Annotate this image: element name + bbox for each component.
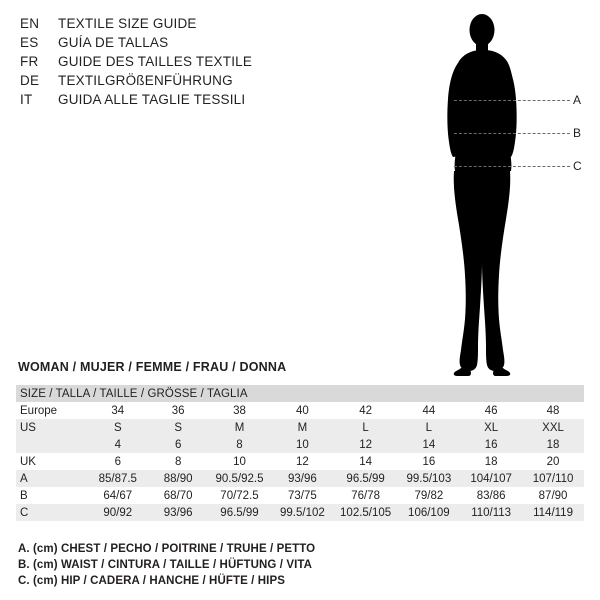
cell: 83/86 [476,489,506,502]
cell: 34 [111,404,125,417]
language-code: EN [20,16,40,31]
cell: 6 [114,455,121,468]
cell: 8 [174,455,182,468]
cell: 14 [359,455,373,468]
cell: M [297,421,308,434]
cell: 6 [174,438,182,451]
cell: 38 [233,404,246,417]
measure-label-b: B [573,126,582,140]
cell: 44 [422,404,436,417]
row-label: UK [20,455,36,468]
cell: 96.5/99 [346,472,385,485]
cell: 79/82 [414,489,444,502]
size-table [16,385,584,521]
measure-label-c: C [573,159,582,173]
cell: 90/92 [103,506,133,519]
cell: 36 [171,404,185,417]
female-silhouette-icon [430,8,590,378]
cell: 104/107 [470,472,512,485]
language-code: FR [20,54,39,69]
cell: 106/109 [408,506,450,519]
section-title: WOMAN / MUJER / FEMME / FRAU / DONNA [18,360,287,374]
cell: 102.5/105 [340,506,392,519]
table-row [16,453,584,470]
cell: 88/90 [163,472,193,485]
language-row [20,35,440,54]
legend-item-b: B. (cm) WAIST / CINTURA / TAILLE / HÜFTUNG / VITA [18,559,313,571]
cell: 18 [546,438,560,451]
language-row [20,92,440,111]
cell: 16 [484,438,498,451]
language-row [20,73,440,92]
row-label: A [20,472,28,485]
measure-line-a [454,100,570,101]
table-row [16,504,584,521]
cell: 85/87.5 [98,472,137,485]
cell: 12 [295,455,309,468]
language-title: GUIDE DES TAILLES TEXTILE [58,54,253,69]
cell: 12 [359,438,373,451]
row-label: US [20,421,36,434]
language-title: GUIDA ALLE TAGLIE TESSILI [58,92,246,107]
cell: 40 [295,404,309,417]
cell: L [425,421,433,434]
body-figure [430,8,590,378]
measure-line-c [454,166,570,167]
row-label: C [20,506,29,519]
cell: 4 [114,438,121,451]
cell: 70/72.5 [220,489,259,502]
table-row [16,419,584,436]
cell: 68/70 [163,489,193,502]
cell: 90.5/92.5 [215,472,264,485]
table-header-row [16,385,584,402]
language-row [20,16,440,35]
cell: 46 [484,404,498,417]
cell: 42 [359,404,373,417]
cell: 87/90 [538,489,568,502]
measure-line-b [454,133,570,134]
cell: 18 [484,455,498,468]
cell: 48 [546,404,560,417]
language-code: DE [20,73,40,88]
cell: 114/119 [533,506,573,519]
cell: 93/96 [163,506,193,519]
cell: S [174,421,182,434]
legend-item-c: C. (cm) HIP / CADERA / HANCHE / HÜFTE / HIPS [18,575,286,587]
row-label: Europe [20,404,58,417]
table-header-label: SIZE / TALLA / TAILLE / GRÖSSE / TAGLIA [20,387,248,400]
legend-item-a: A. (cm) CHEST / PECHO / POITRINE / TRUHE / PETTO [18,543,316,555]
cell: M [234,421,245,434]
language-code: IT [20,92,33,107]
language-title: TEXTILE SIZE GUIDE [58,16,197,31]
language-title-block [20,16,440,111]
cell: 107/110 [532,472,574,485]
cell: 64/67 [103,489,133,502]
cell: 99.5/103 [406,472,452,485]
cell: XXL [542,421,564,434]
cell: 76/78 [351,489,380,502]
cell: 16 [422,455,436,468]
cell: 8 [236,438,243,451]
cell: 14 [422,438,436,451]
cell: XL [484,421,499,434]
table-row [16,402,584,419]
row-label [16,436,87,453]
language-code: ES [20,35,39,50]
cell: 73/75 [288,489,317,502]
language-title: TEXTILGRÖßENFÜHRUNG [58,73,233,88]
table-row [16,436,584,453]
cell: 20 [546,455,560,468]
cell: 93/96 [288,472,317,485]
table-row [16,487,584,504]
measure-label-a: A [573,93,582,107]
cell: L [362,421,369,434]
cell: 10 [233,455,246,468]
row-label: B [20,489,28,502]
cell: 110/113 [471,506,512,519]
cell: S [113,421,122,434]
language-title: GUÍA DE TALLAS [58,35,169,50]
cell: 10 [295,438,309,451]
cell: 99.5/102 [280,506,325,519]
cell: 96.5/99 [220,506,259,519]
table-row [16,470,584,487]
language-row [20,54,440,73]
measurement-legend [18,541,315,589]
